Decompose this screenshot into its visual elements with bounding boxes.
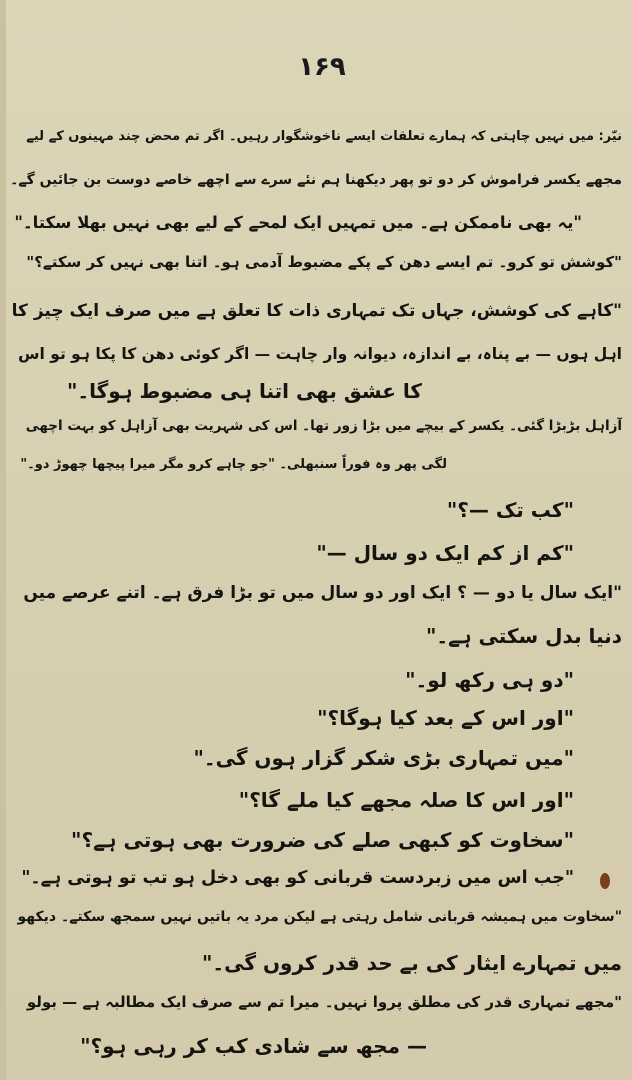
text-line: "کوشش تو کرو۔ تم ایسے دھن کے پکے مضبوط آدمی ہو۔ اتنا بھی نہیں کر سکتے؟" — [26, 253, 622, 271]
text-line: "ایک سال یا دو — ؟ ایک اور دو سال میں تو بڑا فرق ہے۔ اتنے عرصے میں — [23, 583, 622, 603]
text-line: "دو ہی رکھ لو۔" — [405, 668, 574, 692]
text-line: آزاہل بڑبڑا گئی۔ یکسر کے بیچے میں بڑا زور تھا۔ اس کی شہریت بھی آزاہل کو بہت اچھی — [25, 418, 622, 434]
text-line: میں تمہارے ایثار کی بے حد قدر کروں گی۔" — [202, 951, 622, 975]
text-line: لگی پھر وہ فوراً سنبھلی۔ "جو چاہے کرو مگر میرا پیچھا چھوڑ دو۔" — [20, 457, 447, 472]
text-line: کا عشق بھی اتنا ہی مضبوط ہوگا۔" — [67, 379, 422, 403]
text-line: "میں تمہاری بڑی شکر گزار ہوں گی۔" — [193, 746, 574, 770]
text-line: "سخاوت میں ہمیشہ قربانی شامل رہتی ہے لیکن مرد یہ باتیں نہیں سمجھ سکتے۔ دیکھو — [17, 909, 622, 925]
text-line: "جب اس میں زبردست قربانی کو بھی دخل ہو تب تو ہوتی ہے۔" — [21, 868, 574, 888]
text-line: "اور اس کے بعد کیا ہوگا؟" — [317, 706, 574, 730]
text-line: — مجھ سے شادی کب کر رہی ہو؟" — [80, 1034, 427, 1058]
text-line: "سخاوت کو کبھی صلے کی ضرورت بھی ہوتی ہے؟" — [71, 828, 574, 852]
text-line: "اور اس کا صلہ مجھے کیا ملے گا؟" — [238, 788, 574, 812]
text-line: نیّر: میں نہیں چاہتی کہ ہمارے تعلقات ایسے ناخوشگوار رہیں۔ اگر تم محض چند مہینوں کے لیے — [26, 129, 622, 144]
text-line: دنیا بدل سکتی ہے۔" — [425, 624, 622, 648]
text-line: "کم از کم ایک دو سال —" — [316, 541, 574, 565]
text-line: "مجھے تمہاری قدر کی مطلق پروا نہیں۔ میرا تم سے صرف ایک مطالبہ ہے — بولو — [26, 993, 622, 1011]
text-line: "کاہے کی کوشش، جہاں تک تمہاری ذات کا تعلق ہے میں صرف ایک چیز کا — [11, 301, 622, 321]
text-line: اہل ہوں — بے پناہ، بے اندازہ، دیوانہ وار چاہت — اگر کوئی دھن کا پکا ہو تو اس — [18, 345, 622, 363]
text-line: "کب تک —؟" — [446, 498, 574, 522]
page-number: ۱۶۹ — [298, 52, 346, 82]
text-line: مجھے یکسر فراموش کر دو تو پھر دیکھنا ہم نئے سرے سے اچھے خاصے دوست بن جائیں گے۔ — [10, 172, 622, 188]
ink-blot — [600, 873, 610, 889]
text-line: "یہ بھی ناممکن ہے۔ میں تمہیں ایک لمحے کے لیے بھی نہیں بھلا سکتا۔" — [14, 213, 582, 232]
